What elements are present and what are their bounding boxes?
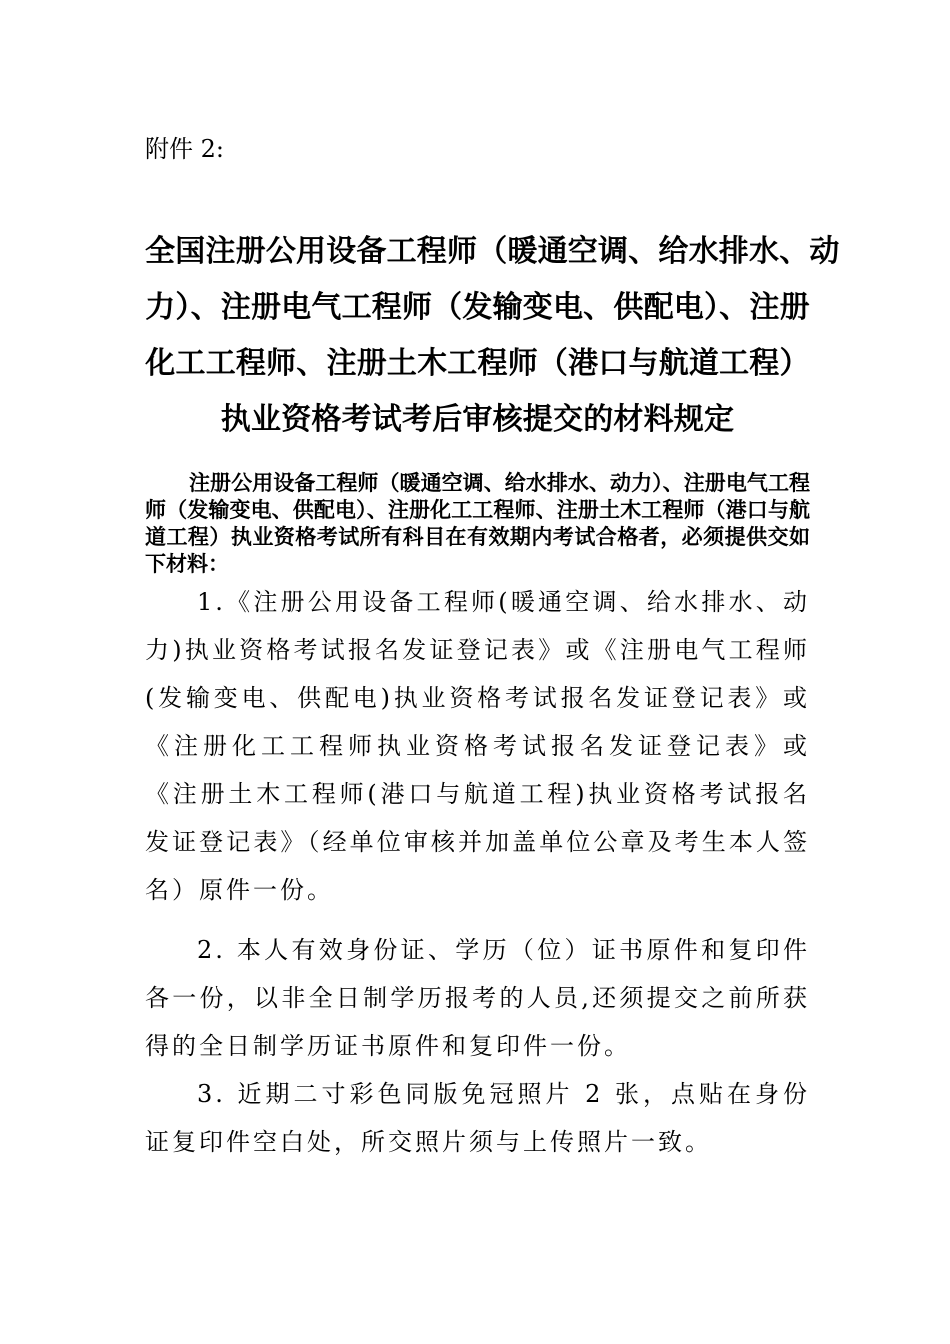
requirement-item-3: 3. 近期二寸彩色同版免冠照片 2 张，点贴在身份证复印件空白处，所交照片须与上传照片一致。 [145, 1080, 810, 1156]
title-line: 力）、注册电气工程师（发输变电、供配电）、注册 [145, 290, 810, 325]
document-title [145, 224, 840, 448]
attachment-label: 附件 2: [145, 135, 224, 163]
title-line: 化工工程师、注册土木工程师（港口与航道工程） [145, 346, 810, 381]
requirement-item-1: 1.《注册公用设备工程师(暖通空调、给水排水、动力)执业资格考试报名发证登记表》或《注册电气工程师(发输变电、供配电)执业资格考试报名发证登记表》或《注册化工工程师执业资格考试报名发证登记表》或《注册土木工程师(港口与航道工程)执业资格考试报名发证登记表》（经单位审核并加盖单位公章及考生本人签名）原件一份。 [145, 588, 810, 904]
title-line: 执业资格考试考后审核提交的材料规定 [220, 402, 735, 437]
intro-paragraph: 注册公用设备工程师（暖通空调、给水排水、动力）、注册电气工程师（发输变电、供配电）、注册化工工程师、注册土木工程师（港口与航道工程）执业资格考试所有科目在有效期内考试合格者，必须提供交如下材料： [145, 471, 810, 576]
title-line: 全国注册公用设备工程师（暖通空调、给水排水、动 [145, 234, 840, 269]
requirement-item-2: 2. 本人有效身份证、学历（位）证书原件和复印件各一份，以非全日制学历报考的人员,还须提交之前所获得的全日制学历证书原件和复印件一份。 [145, 936, 810, 1060]
